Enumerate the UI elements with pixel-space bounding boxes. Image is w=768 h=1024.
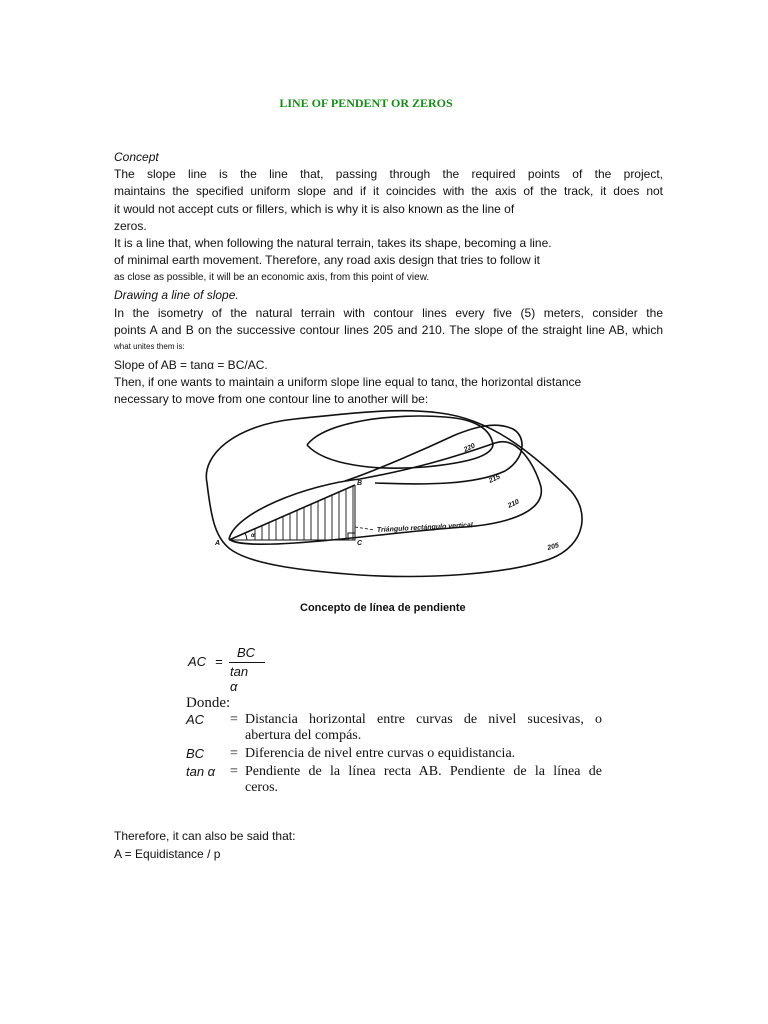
point-c-label: C: [357, 540, 363, 547]
point-a-label: A: [215, 540, 221, 547]
angle-label: α: [251, 533, 255, 539]
paragraph-line: it would not accept cuts or fillers, which is why it is also known as the line of: [114, 202, 515, 216]
slope-formula: Slope of AB = tanα = BC/AC.: [114, 358, 268, 372]
angle-arc: [245, 533, 247, 540]
equidistance-formula: A = Equidistance / p: [114, 847, 221, 861]
donde-definition: Diferencia de nivel entre curvas o equidistancia.: [245, 746, 516, 761]
document-title: LINE OF PENDENT OR ZEROS: [279, 96, 453, 110]
paragraph-line: Then, if one wants to maintain a uniform slope line equal to tanα, the horizontal distance: [114, 375, 582, 389]
paragraph-line: necessary to move from one contour line to another will be:: [114, 392, 429, 406]
contour-figure: [195, 405, 590, 590]
paragraph-line: as close as possible, it will be an economic axis, from this point of view.: [114, 272, 430, 283]
equation-lhs: AC: [188, 654, 207, 669]
equation-numerator: BC: [237, 645, 256, 660]
paragraph-line: maintains the specified uniform slope and if it coincides with the axis of the track, it does not: [114, 184, 663, 198]
donde-definition: Distancia horizontal entre curvas de nivel sucesivas, o: [245, 712, 602, 727]
donde-definition: Pendiente de la línea recta AB. Pendiente de la línea de: [245, 764, 602, 779]
hatch-lines: [255, 486, 353, 540]
donde-heading: Donde:: [186, 695, 231, 711]
donde-definition: ceros.: [245, 780, 279, 795]
label-205: 205: [546, 542, 560, 552]
concept-heading: Concept: [114, 150, 159, 164]
point-b-label: B: [357, 480, 363, 487]
label-220: 220: [462, 442, 477, 454]
donde-definition: abertura del compás.: [245, 728, 362, 743]
paragraph-line: The slope line is the line that, passing through the required points of the project,: [114, 167, 663, 181]
paragraph-line: In the isometry of the natural terrain with contour lines every five (5) meters, consider the: [114, 306, 663, 320]
drawing-heading: Drawing a line of slope.: [114, 288, 239, 302]
line-ab: [229, 485, 355, 540]
fraction-bar: [229, 662, 265, 663]
paragraph-line: It is a line that, when following the natural terrain, takes its shape, becoming a line.: [114, 236, 552, 250]
conclusion-text: Therefore, it can also be said that:: [114, 829, 296, 843]
donde-symbol: BC: [186, 746, 205, 761]
triangle-annotation: Triángulo rectángulo vertical: [376, 521, 473, 534]
paragraph-line: of minimal earth movement. Therefore, any road axis design that tries to follow it: [114, 253, 540, 267]
paragraph-line: what unites them is:: [114, 342, 185, 351]
paragraph-line: points A and B on the successive contour lines 205 and 210. The slope of the straight line AB, which: [114, 323, 663, 337]
paragraph-line: zeros.: [114, 219, 147, 233]
label-215: 215: [487, 473, 502, 485]
donde-symbol: tan α: [186, 764, 216, 779]
figure-caption: Concepto de línea de pendiente: [300, 602, 466, 614]
contour-line-205: [206, 411, 582, 577]
label-210: 210: [506, 498, 521, 510]
equation-denominator: tan α: [230, 664, 249, 694]
donde-symbol: AC: [186, 712, 205, 727]
